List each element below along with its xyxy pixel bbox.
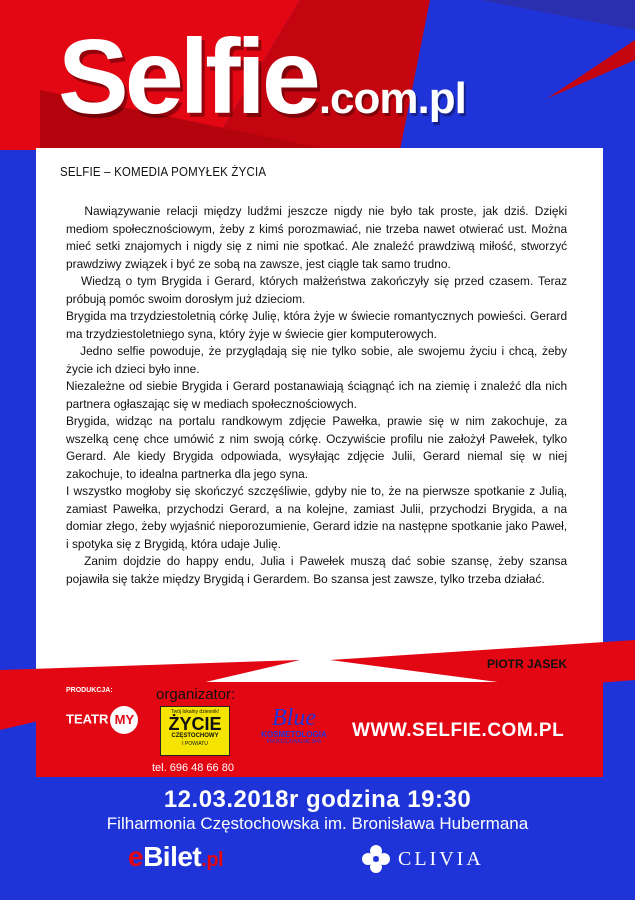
zycie-subtitle-2: I POWIATU	[182, 741, 208, 747]
organizer-phone: tel. 696 48 66 80	[152, 762, 234, 774]
play-heading: SELFIE – KOMEDIA POMYŁEK ŻYCIA	[60, 165, 267, 179]
selfie-logo	[58, 12, 466, 142]
paragraph: I wszystko mogłoby się skończyć szczęśliwie, gdyby nie to, że na pierwsze spotkanie z Julią, zamiast Pawełka, przychodzi Gerard, a na kolejne, zamiast Julii, przychodzi Brygida, a na domiar złego, żeby wyjaśnić nieporozumienie, Gerard idzie na następne spotkanie jako Paweł, i spotyka się z Brygidą, która udaje Julię.	[66, 484, 568, 551]
paragraph: Brygida ma trzydziestoletnią córkę Julię, która żyje w świecie romantycznych powieści. Gerard ma trzydziestoletniego syna, który żyje w świecie gier komputerowych.	[66, 309, 568, 341]
ebilet-logo[interactable]: eBilet.pl	[128, 841, 224, 872]
website-link[interactable]: WWW.SELFIE.COM.PL	[352, 720, 565, 741]
my-badge: MY	[110, 706, 138, 734]
play-description	[66, 203, 567, 588]
zycie-subtitle: CZĘSTOCHOWY	[171, 733, 219, 739]
flower-icon	[360, 843, 392, 875]
clivia-name: CLIVIA	[398, 847, 484, 870]
clivia-logo	[360, 843, 484, 875]
logo-suffix: .com.pl	[318, 74, 466, 123]
paragraph: Zanim dojdzie do happy endu, Julia i Pawełek muszą dać sobie szansę, żeby szansa pojawiła się także między Brygidą i Gerardem. Bo szansa jest zawsze, tylko trzeba działać.	[66, 554, 568, 586]
paragraph: Nawiązywanie relacji między ludźmi jeszcze nigdy nie było tak proste, jak dziś. Dzięki mediom społecznościowym, żeby z kimś porozmawiać, nie trzeba nawet otwierać ust. Można mieć setki znajomych i nigdy się z nimi nie spotkać. Ale znaleźć prawdziwą miłość, stworzyć prawdziwy związek i być ze sobą na zawsze, jest ciągle tak samo trudno.	[66, 204, 568, 271]
teatr-text: TEATR	[66, 711, 109, 727]
organizator-label: organizator:	[156, 686, 236, 703]
blue-kosmetologia: KOSMETOLOGIA	[261, 730, 327, 739]
author: PIOTR JASEK	[486, 657, 567, 671]
teatr-my-logo	[66, 706, 138, 734]
blue-name: Blue	[272, 705, 316, 731]
event-date: 12.03.2018r godzina 19:30	[163, 786, 472, 813]
blue-tagline: PROFESJONALNE SPA	[266, 739, 322, 745]
paragraph: Wiedzą o tym Brygida i Gerard, których małżeństwa zakończyły się przed czasem. Teraz próbują pomóc swoim dorosłym już dzieciom.	[66, 274, 568, 306]
event-venue: Filharmonia Częstochowska im. Bronisława Hubermana	[106, 814, 529, 833]
produkcja-label: PRODUKCJA:	[66, 687, 113, 694]
paragraph: Brygida, widząc na portalu randkowym zdjęcie Pawełka, prawie się w nim zakochuje, za wszelką cenę chce umówić z nim swoją córkę. Oczywiście profilu nie założył Pawełek, tylko Gerard. Ale kiedy Brygida odpowiada, wysyłając zdjęcie Julii, Gerard niemal się w niej zakochuje, to idealna partnerka dla jego syna.	[66, 414, 568, 481]
paragraph: Jedno selfie powoduje, że przyglądają się nie tylko sobie, ale swojemu życiu i chcą, żeby życie ich dzieci było inne.	[66, 344, 568, 376]
zycie-tagline: Twój lokalny dziennik!	[170, 709, 220, 715]
zycie-czestochowy-logo	[160, 706, 230, 756]
logo-main: Selfie	[58, 18, 317, 136]
blue-kosmetologia-logo	[254, 706, 334, 745]
paragraph: Niezależne od siebie Brygida i Gerard postanawiają ściągnąć ich na ziemię i znaleźć dla nich partnera ogłaszając się w mediach społecznościowych.	[66, 379, 568, 411]
zycie-title: ŻYCIE	[168, 714, 222, 734]
